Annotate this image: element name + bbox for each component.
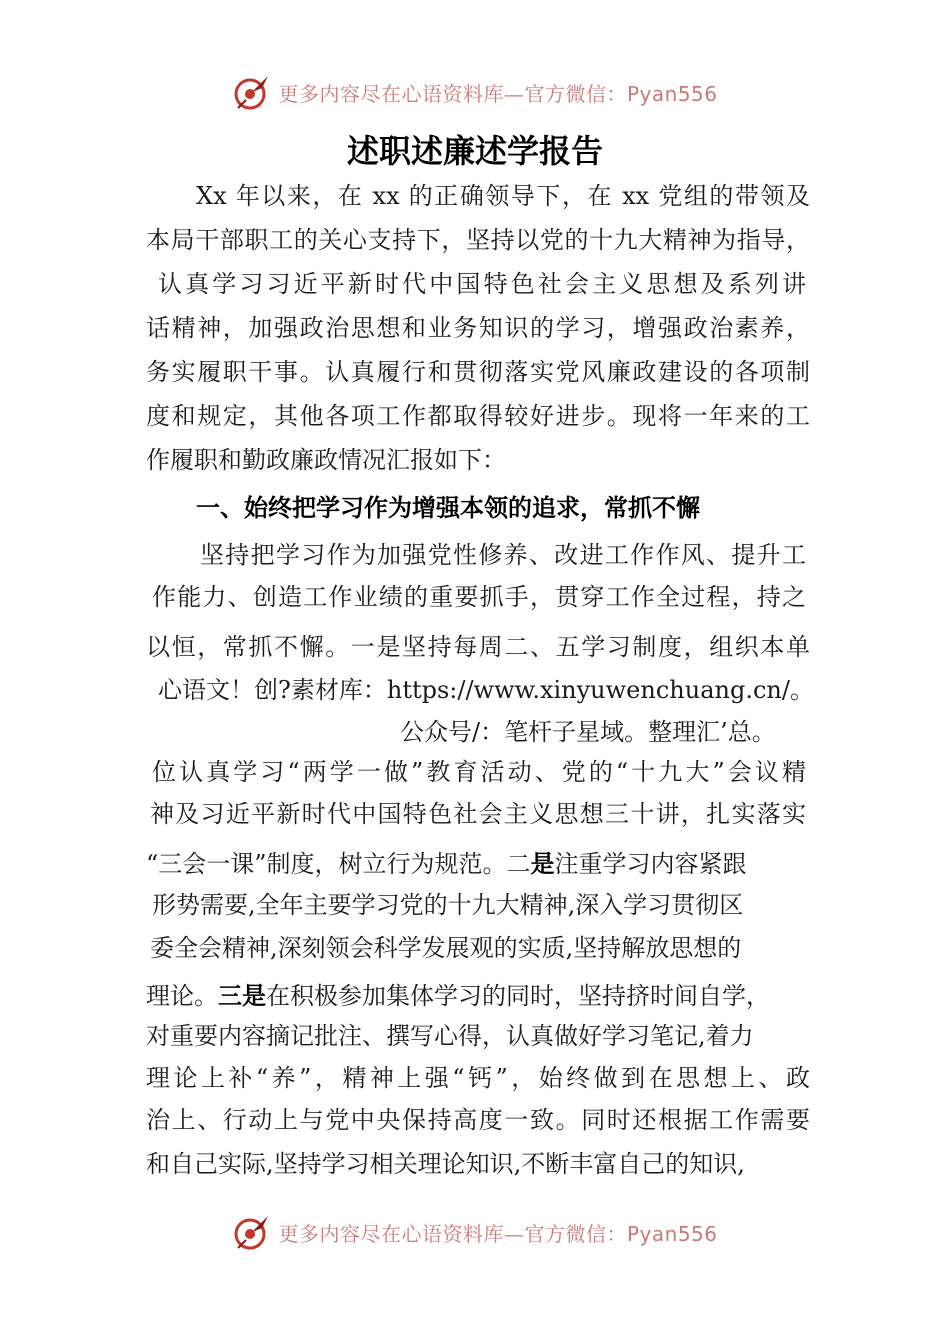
wechat-id: Pyan556 [626, 1221, 718, 1246]
paragraph-line: “三会一课”制度，树立行为规范。二是注重学习内容紧跟 [146, 850, 747, 878]
paragraph-line: 作能力、创造工作业绩的重要抓手，贯穿工作全过程，持之 [152, 583, 806, 611]
watermark-banner-top [0, 70, 950, 114]
paragraph-line: 度和规定，其他各项工作都取得较好进步。现将一年来的工 [146, 402, 810, 430]
watermark-text: 更多内容尽在心语资料库—官方微信：Pyan556 [278, 81, 718, 106]
paragraph-line: 治上、行动上与党中央保持高度一致。同时还根据工作需要 [146, 1106, 810, 1134]
document-title: 述职述廉述学报告 [346, 132, 603, 170]
paragraph-line: 坚持把学习作为加强党性修养、改进工作作风、提升工 [200, 541, 806, 569]
paragraph-line: 理论。三是在积极参加集体学习的同时，坚持挤时间自学， [146, 982, 770, 1010]
bold-marker: 三是 [218, 982, 266, 1010]
paragraph-line: 公众号/：笔杆子星域。整理汇’总。 [400, 718, 776, 746]
wechat-id: Pyan556 [626, 81, 718, 106]
paragraph-line: Xx 年以来，在 xx 的正确领导下，在 xx 党组的带领及 [196, 182, 810, 210]
watermark-banner-bottom [0, 1210, 950, 1254]
paragraph-line: 委全会精神,深刻领会科学发展观的实质,坚持解放思想的 [150, 934, 742, 962]
paragraph-line: 对重要内容摘记批注、撰写心得，认真做好学习笔记,着力 [146, 1022, 754, 1050]
watermark-text: 更多内容尽在心语资料库—官方微信：Pyan556 [278, 1221, 718, 1246]
paragraph-line: 务实履职干事。认真履行和贯彻落实党风廉政建设的各项制 [146, 358, 810, 386]
paragraph-line: 作履职和勤政廉政情况汇报如下： [146, 446, 506, 474]
paragraph-line: 以恒，常抓不懈。一是坚持每周二、五学习制度，组织本单 [146, 633, 810, 661]
paragraph-line: 心语文！创?素材库：https://www.xinyuwenchuang.cn/。 [158, 676, 814, 704]
section-heading: 一、始终把学习作为增强本领的追求，常抓不懈 [196, 494, 700, 522]
paragraph-line: 认真学习习近平新时代中国特色社会主义思想及系列讲 [158, 270, 806, 298]
paragraph-line: 形势需要,全年主要学习党的十九大精神,深入学习贯彻区 [152, 891, 744, 919]
paragraph-line: 和自己实际,坚持学习相关理论知识,不断丰富自己的知识, [146, 1150, 745, 1178]
paragraph-line: 神及习近平新时代中国特色社会主义思想三十讲，扎实落实 [150, 800, 806, 828]
bold-marker: 是 [530, 850, 555, 878]
quill-logo-icon [232, 1212, 272, 1252]
paragraph-line: 话精神，加强政治思想和业务知识的学习，增强政治素养， [146, 314, 810, 342]
quill-logo-icon [232, 72, 272, 112]
paragraph-line: 位认真学习“两学一做”教育活动、党的“十九大”会议精 [152, 758, 806, 786]
paragraph-line: 本局干部职工的关心支持下，坚持以党的十九大精神为指导， [146, 226, 810, 254]
paragraph-line: 理论上补“养”，精神上强“钙”，始终做到在思想上、政 [146, 1064, 810, 1092]
